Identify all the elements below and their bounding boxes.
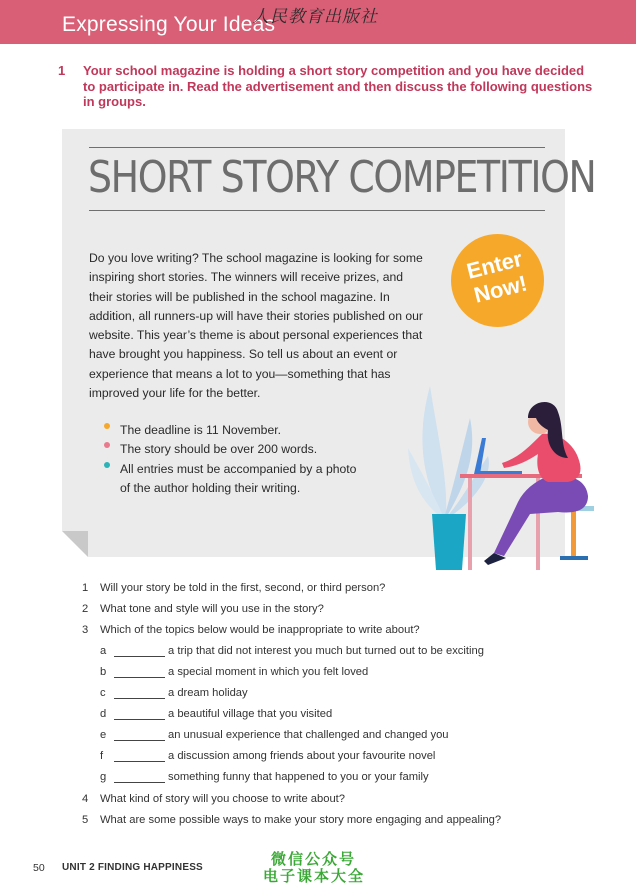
page-number: 50 — [33, 862, 45, 874]
question-item: 4 What kind of story will you choose to write about? — [82, 793, 345, 805]
question-item: 3 Which of the topics below would be inappropriate to write about? — [82, 624, 420, 636]
answer-blank[interactable] — [114, 719, 165, 720]
rules-list — [103, 421, 363, 498]
topic-item: b a special moment in which you felt loved — [100, 666, 369, 678]
question-item: 1 Will your story be told in the first, second, or third person? — [82, 582, 386, 594]
bullet-dot-icon — [104, 462, 110, 468]
rule-item: The story should be over 200 words. — [103, 440, 363, 459]
question-list — [82, 579, 562, 642]
publisher-watermark: 人民教育出版社 — [252, 7, 378, 27]
topic-item: f a discussion among friends about your favourite novel — [100, 750, 436, 762]
title-rule-top — [89, 147, 545, 148]
topic-list — [99, 642, 559, 789]
rule-item: All entries must be accompanied by a photo of the author holding their writing. — [103, 460, 363, 499]
topic-item: e an unusual experience that challenged and changed you — [100, 729, 449, 741]
bullet-dot-icon — [104, 442, 110, 448]
question-item: 2 What tone and style will you use in the story? — [82, 603, 324, 615]
question-item: 5 What are some possible ways to make your story more engaging and appealing? — [82, 814, 502, 826]
answer-blank[interactable] — [114, 698, 165, 699]
answer-blank[interactable] — [114, 656, 165, 657]
rule-item: The deadline is 11 November. — [103, 421, 363, 440]
advert-title: SHORT STORY COMPETITION — [88, 152, 596, 203]
section-title: Expressing Your Ideas — [62, 13, 276, 36]
task-instruction: Your school magazine is holding a short story competition and you have decided to participate in. Read the advertisement and then discuss the following questions in groups. — [83, 63, 593, 109]
topic-item: g something funny that happened to you or your family — [100, 771, 429, 783]
answer-blank[interactable] — [114, 782, 165, 783]
topic-item: d a beautiful village that you visited — [100, 708, 333, 720]
answer-blank[interactable] — [114, 740, 165, 741]
watermark-line-2: 电子课本大全 — [263, 867, 366, 885]
woman-laptop-illustration — [408, 378, 598, 573]
watermark-line-1: 微信公众号 — [271, 850, 357, 868]
answer-blank[interactable] — [114, 677, 165, 678]
topic-item: a a trip that did not interest you much but turned out to be exciting — [100, 645, 484, 657]
badge-label: Enter Now! — [464, 245, 530, 308]
task-number: 1 — [58, 63, 66, 78]
bullet-dot-icon — [104, 423, 110, 429]
title-rule-bottom — [89, 210, 545, 211]
advert-body: Do you love writing? The school magazine is looking for some inspiring short stories. The winners will receive prizes, and their stories will be published in the school magazine. In addition, all runners-up will have their stories published on our website. This year’s theme is about personal experiences that have brought you happiness. So tell us about an event or experience that means a lot to you—something that has improved your life for the better. — [89, 251, 423, 401]
topic-item: c a dream holiday — [100, 687, 248, 699]
question-list-continued — [82, 790, 562, 832]
enter-now-badge — [451, 234, 544, 327]
page-curl-corner — [62, 531, 88, 557]
answer-blank[interactable] — [114, 761, 165, 762]
unit-label: UNIT 2 FINDING HAPPINESS — [62, 862, 203, 873]
